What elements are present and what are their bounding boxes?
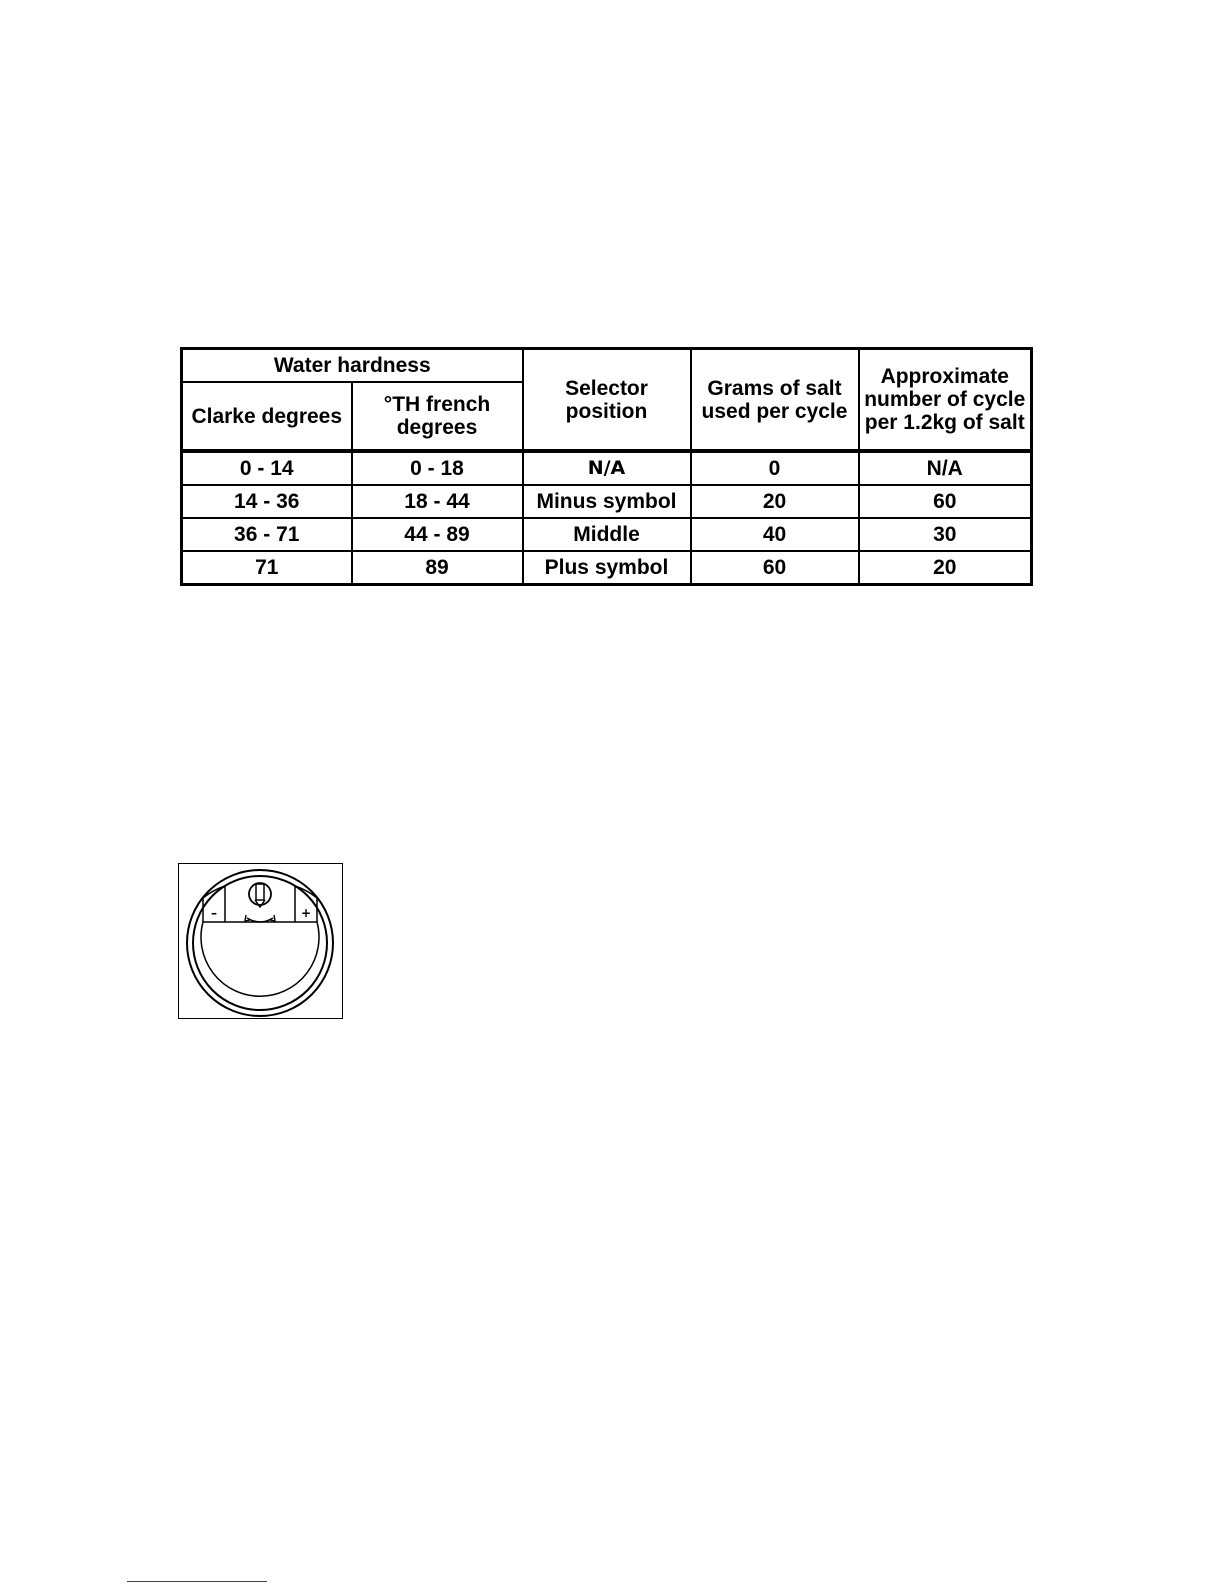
french-degrees-header: °TH french degrees [352,382,523,451]
clarke-cell: 71 [182,551,352,585]
grams-salt-header: Grams of salt used per cycle [691,349,859,452]
french-cell: 44 - 89 [352,518,523,551]
selector-cell: Minus symbol [523,485,691,518]
plus-symbol: + [300,906,312,920]
french-cell: 18 - 44 [352,485,523,518]
rotate-arrow-icon [245,915,275,922]
footnote-divider [127,1581,267,1582]
clarke-cell: 0 - 14 [182,451,352,485]
selector-cell: N/A [523,451,691,485]
minus-symbol: – [211,906,217,920]
table-row [182,551,1032,585]
water-hardness-header: Water hardness [182,349,523,383]
cycles-cell: 60 [859,485,1032,518]
selector-dial-drawing [179,864,342,1018]
selector-dial-illustration [178,863,343,1019]
clarke-cell: 36 - 71 [182,518,352,551]
selector-position-header: Selector position [523,349,691,452]
clarke-degrees-header: Clarke degrees [182,382,352,451]
cycles-per-salt-header: Approximate number of cycle per 1.2kg of salt [859,349,1032,452]
cycles-cell: 20 [859,551,1032,585]
french-cell: 0 - 18 [352,451,523,485]
dial-plate [201,922,319,996]
table-row [182,451,1032,485]
grams-cell: 60 [691,551,859,585]
grams-cell: 20 [691,485,859,518]
clarke-cell: 14 - 36 [182,485,352,518]
selector-knob-icon [249,883,271,907]
table-row [182,485,1032,518]
table-row [182,518,1032,551]
cycles-cell: 30 [859,518,1032,551]
grams-cell: 40 [691,518,859,551]
selector-cell: Middle [523,518,691,551]
french-cell: 89 [352,551,523,585]
water-hardness-table [180,347,1033,586]
selector-cell: Plus symbol [523,551,691,585]
cycles-cell: N/A [859,451,1032,485]
grams-cell: 0 [691,451,859,485]
